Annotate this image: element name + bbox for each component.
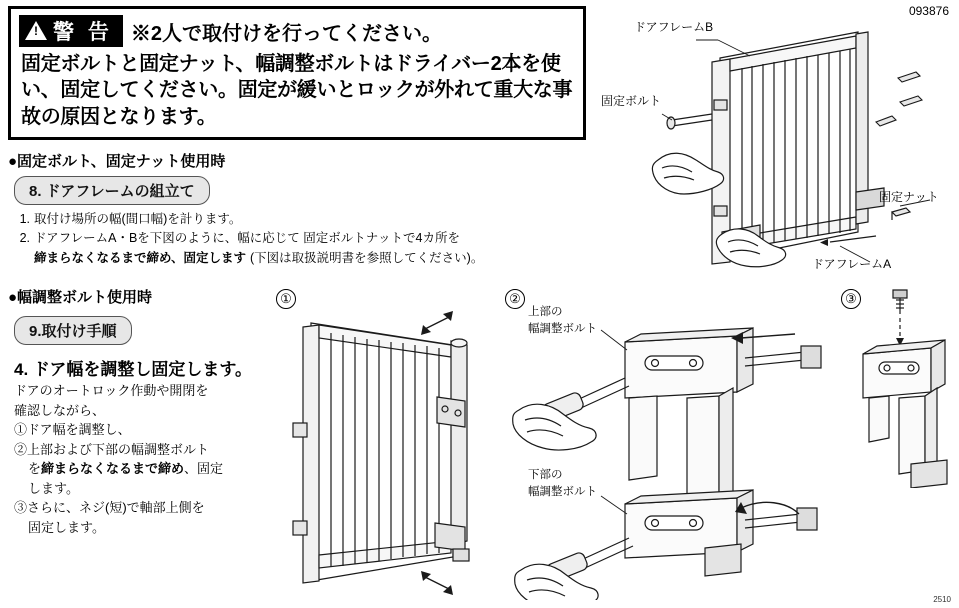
para-emphasis: 締まらなくなるまで締め: [41, 461, 185, 476]
warning-triangle-icon: [25, 21, 47, 40]
para-line: 確認しながら、: [14, 402, 106, 418]
label-fixing-bolt: 固定ボルト: [601, 94, 662, 108]
list-item: [16, 229, 576, 248]
figure-number-1: ①: [276, 289, 296, 309]
label-lower-width-bolt-line1: 下部の: [528, 469, 563, 481]
warning-badge-label: 警 告: [53, 20, 113, 44]
warning-header: [19, 15, 442, 47]
para-line: [14, 420, 264, 440]
para-line: [14, 459, 264, 479]
bullet-heading-bolt: ●固定ボルト、固定ナット使用時: [8, 153, 226, 170]
warning-note: ※2人で取付けを行ってください。: [130, 22, 442, 45]
bullet-heading-width: ●幅調整ボルト使用時: [8, 289, 153, 306]
para-line: します。: [28, 480, 79, 496]
para-line-text: さらに、ネジ(短)で軸部上側を: [27, 500, 205, 515]
width-instructions-paragraph: [14, 381, 264, 537]
step-marker-1: ①: [14, 422, 28, 437]
bolt-steps-list: [16, 210, 576, 268]
label-lower-width-bolt-line2: 幅調整ボルト: [528, 486, 597, 498]
para-line: ドアのオートロック作動や開閉を: [14, 383, 209, 398]
warning-box: [8, 6, 586, 140]
label-upper-width-bolt-line2: 幅調整ボルト: [528, 323, 597, 335]
figure-number-2: ②: [505, 289, 525, 309]
figure-number-3: ③: [841, 289, 861, 309]
step-marker-3: ③: [14, 500, 28, 515]
figure-step-2: [505, 300, 835, 600]
warning-body-text: 固定ボルトと固定ナット、幅調整ボルトはドライバー2本を使い、固定してください。固定が緩いとロックが外れて重大な事故の原因となります。: [21, 53, 573, 128]
warning-badge: [19, 15, 123, 47]
list-item-emphasis: 締まらなくなるまで締め、固定します: [34, 250, 247, 265]
para-line: [14, 498, 264, 518]
list-item-text: ドアフレームA・Bを下図のように、幅に応じて 固定ボルトナットで4カ所を: [34, 231, 460, 246]
document-code-top: 093876: [908, 4, 949, 18]
list-item-rest: (下図は取扱説明書を参照してください)。: [250, 250, 484, 265]
figure-step-1: [285, 305, 500, 603]
para-line-text: ドア幅を調整し、: [27, 422, 131, 437]
figure-frame-assembly: [600, 10, 959, 290]
list-item-continuation: [16, 249, 576, 268]
list-item-text: 取付け場所の幅(間口幅)を計ります。: [34, 212, 242, 226]
list-item: [16, 210, 576, 229]
label-door-frame-a: ドアフレームA: [812, 257, 892, 271]
step-pill-8: 8. ドアフレームの組立て: [14, 176, 210, 205]
label-upper-width-bolt-line1: 上部の: [528, 306, 563, 318]
section-title-4: 4. ドア幅を調整し固定します。: [14, 360, 253, 379]
para-line-text: 上部および下部の幅調整ボルト: [27, 441, 210, 457]
para-line-pre: を: [28, 461, 42, 476]
label-door-frame-b: ドアフレームB: [634, 20, 714, 34]
para-line: 固定します。: [28, 519, 105, 535]
para-line: [14, 440, 264, 460]
list-item-number: 1.: [19, 212, 30, 226]
step-marker-2: ②: [14, 441, 28, 457]
figure-step-3: [855, 288, 959, 488]
label-fixing-nut: 固定ナット: [879, 190, 939, 204]
para-line-post: 、固定: [184, 461, 224, 476]
list-item-number: 2.: [19, 231, 30, 246]
document-code-bottom: 2510: [933, 595, 951, 604]
step-pill-9: 9.取付け手順: [14, 316, 132, 345]
